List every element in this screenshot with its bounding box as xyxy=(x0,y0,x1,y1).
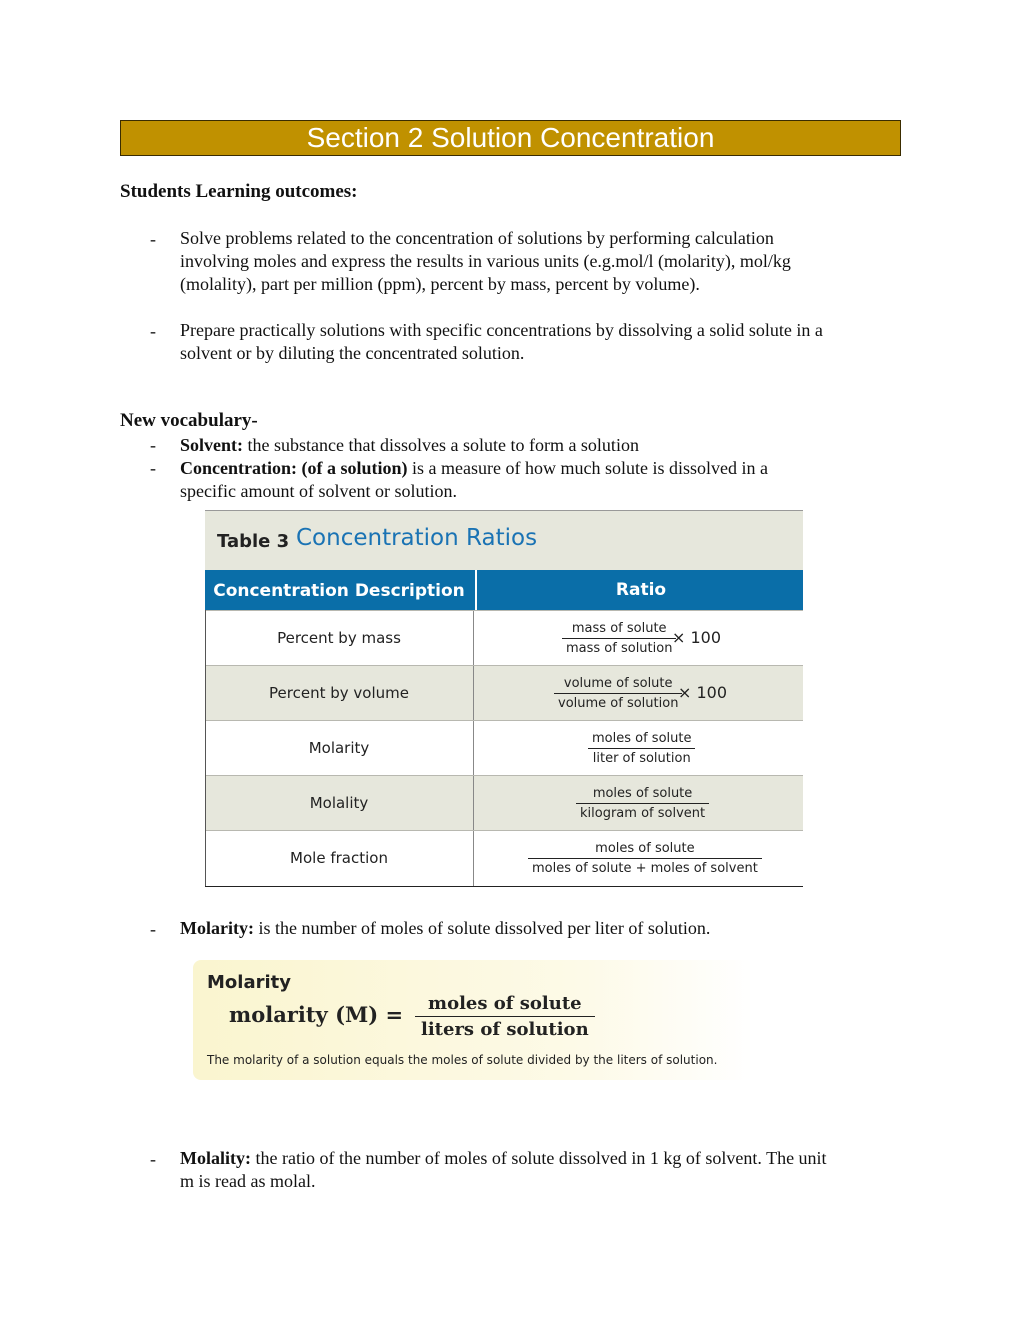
vocab-term: Concentration: (of a solution) xyxy=(180,458,408,478)
vocab-molarity xyxy=(180,917,710,940)
row-description: Percent by volume xyxy=(269,684,409,702)
table-row xyxy=(205,775,803,831)
ratio-fraction xyxy=(528,841,762,877)
outcome-2-line-1: Prepare practically solutions with specific concentrations by dissolving a solid solute in a xyxy=(180,320,823,340)
ratio-numerator: moles of solute xyxy=(528,841,762,859)
ratio-numerator: mass of solute xyxy=(562,621,676,639)
formula-numerator: moles of solute xyxy=(415,993,595,1017)
row-ratio xyxy=(473,721,803,776)
vocab-term: Solvent: xyxy=(180,435,243,455)
table-caption xyxy=(205,510,803,571)
ratio-denominator: liter of solution xyxy=(592,751,691,766)
table-row xyxy=(205,665,803,721)
table-bottom-border xyxy=(205,886,803,887)
row-description: Molality xyxy=(309,794,369,812)
outcomes-heading: Students Learning outcomes: xyxy=(120,181,358,202)
outcome-1-line-2: involving moles and express the results in various units (e.g.mol/l (molarity), mol/kg xyxy=(180,251,791,271)
ratio-fraction xyxy=(562,621,676,657)
ratio-denominator: moles of solute + moles of solvent xyxy=(532,861,758,876)
vocab-definition: is a measure of how much solute is dissolved in a xyxy=(407,458,768,478)
ratio-fraction xyxy=(576,786,709,822)
formula-fraction xyxy=(415,993,595,1041)
bullet-dash: - xyxy=(150,919,156,939)
row-ratio xyxy=(473,666,803,721)
table-row xyxy=(205,720,803,776)
section-title: Section 2 Solution Concentration xyxy=(306,122,715,153)
ratio-numerator: volume of solute xyxy=(554,676,682,694)
vocab-term: Molality: xyxy=(180,1148,251,1168)
header-description: Concentration Description xyxy=(213,581,465,601)
formula-caption: The molarity of a solution equals the moles of solute divided by the liters of solution. xyxy=(207,1053,718,1067)
outcome-2 xyxy=(180,319,823,365)
formula-title: Molarity xyxy=(207,972,291,993)
vocab-molality xyxy=(180,1147,827,1193)
table-header-row xyxy=(205,570,803,610)
header-ratio: Ratio xyxy=(475,570,803,610)
vocab-definition: the substance that dissolves a solute to form a solution xyxy=(243,435,639,455)
section-banner xyxy=(120,120,901,156)
concentration-ratios-table xyxy=(205,510,803,887)
row-description: Mole fraction xyxy=(290,849,388,867)
vocab-definition: the ratio of the number of moles of solute dissolved in 1 kg of solvent. The unit xyxy=(250,1148,827,1168)
ratio-numerator: moles of solute xyxy=(588,731,695,749)
row-ratio xyxy=(473,831,803,886)
vocab-term: Molarity: xyxy=(180,918,254,938)
table-left-border xyxy=(205,610,206,887)
bullet-dash: - xyxy=(150,229,156,249)
row-description: Molarity xyxy=(308,739,370,757)
ratio-multiplier: × 100 xyxy=(678,683,728,702)
row-ratio xyxy=(473,611,803,666)
bullet-dash: - xyxy=(150,321,156,341)
outcome-2-line-2: solvent or by diluting the concentrated solution. xyxy=(180,343,525,363)
bullet-dash: - xyxy=(150,435,156,455)
ratio-fraction xyxy=(588,731,695,767)
outcome-1-line-3: (molality), part per million (ppm), percent by mass, percent by volume). xyxy=(180,274,700,294)
vocab-definition-cont: m is read as molal. xyxy=(180,1171,316,1191)
outcome-1 xyxy=(180,227,791,296)
vocab-solvent xyxy=(180,434,639,457)
ratio-denominator: kilogram of solvent xyxy=(580,806,706,821)
outcome-1-line-1: Solve problems related to the concentration of solutions by performing calculation xyxy=(180,228,774,248)
row-ratio xyxy=(473,776,803,831)
bullet-dash: - xyxy=(150,458,156,478)
formula-lhs: molarity (M) = xyxy=(229,1002,404,1027)
table-number: Table 3 xyxy=(217,531,290,552)
ratio-fraction xyxy=(554,676,682,712)
ratio-denominator: volume of solution xyxy=(558,696,679,711)
vocab-definition-cont: specific amount of solvent or solution. xyxy=(180,481,457,501)
ratio-numerator: moles of solute xyxy=(576,786,709,804)
formula-denominator: liters of solution xyxy=(421,1019,589,1040)
ratio-multiplier: × 100 xyxy=(672,628,722,647)
table-title: Concentration Ratios xyxy=(296,525,538,551)
vocab-concentration xyxy=(180,457,768,503)
table-row xyxy=(205,610,803,666)
molarity-formula-box xyxy=(193,960,753,1080)
row-description: Percent by mass xyxy=(277,629,401,647)
vocab-heading: New vocabulary- xyxy=(120,410,258,431)
table-row xyxy=(205,830,803,886)
bullet-dash: - xyxy=(150,1149,156,1169)
ratio-denominator: mass of solution xyxy=(566,641,673,656)
vocab-definition: is the number of moles of solute dissolved per liter of solution. xyxy=(253,918,711,938)
